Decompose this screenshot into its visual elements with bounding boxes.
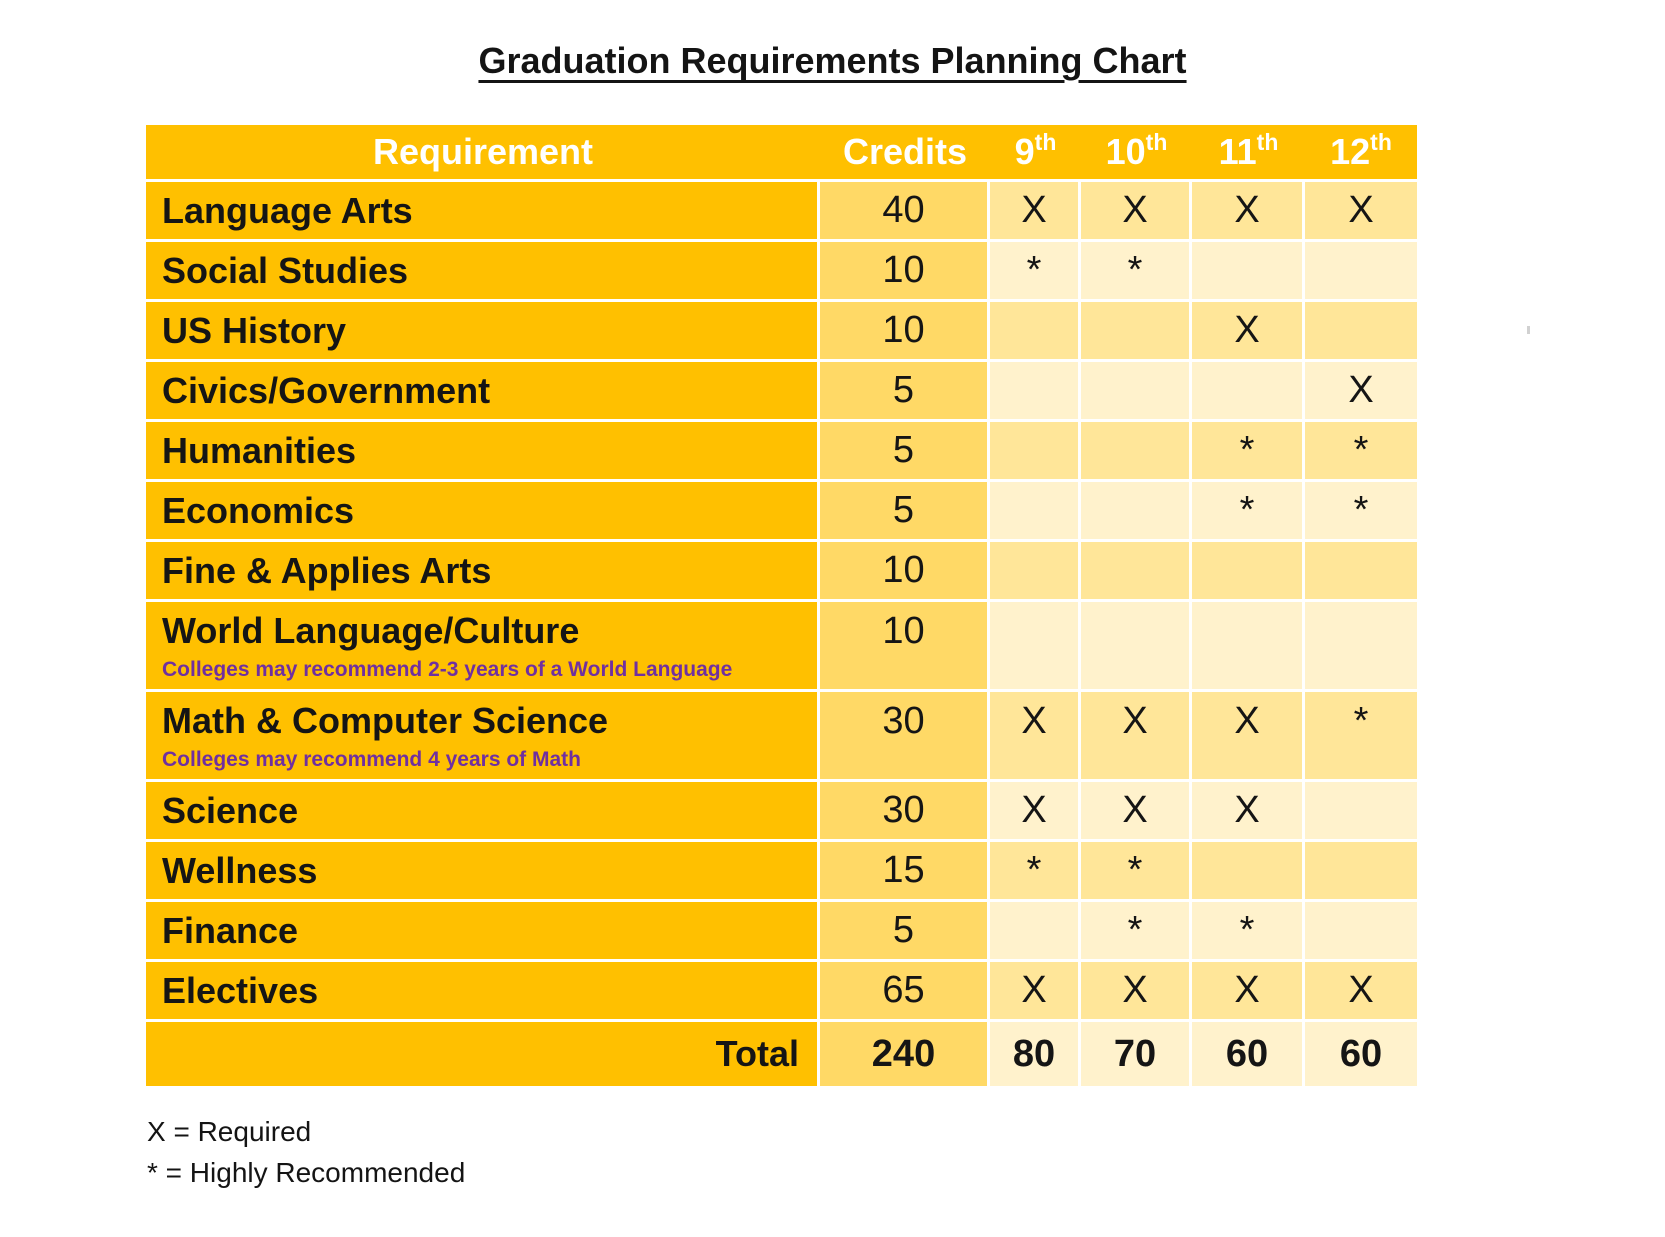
- grade-mark-12th: *: [1305, 692, 1417, 779]
- total-9th-value: 80: [990, 1022, 1081, 1086]
- column-header-12th: [1305, 125, 1417, 179]
- grade-mark-10th: [1081, 542, 1192, 599]
- credits-value: 10: [820, 542, 990, 599]
- grade-mark-9th: [990, 362, 1081, 419]
- table-row: [146, 482, 1417, 542]
- grade-mark-12th: X: [1305, 182, 1417, 239]
- total-12th-value: 60: [1305, 1022, 1417, 1086]
- credits-value: 10: [820, 242, 990, 299]
- grade-mark-12th: X: [1305, 962, 1417, 1019]
- grade-mark-9th: [990, 482, 1081, 539]
- column-header-credits: Credits: [842, 131, 968, 172]
- grade-mark-11th: [1192, 542, 1305, 599]
- grade-mark-10th: *: [1081, 902, 1192, 959]
- grade-mark-12th: *: [1305, 482, 1417, 539]
- table-row: [146, 602, 1417, 692]
- grade-mark-12th: [1305, 242, 1417, 299]
- grade-mark-12th: [1305, 302, 1417, 359]
- grade-mark-9th: X: [990, 782, 1081, 839]
- requirement-cell: [146, 962, 820, 1019]
- grade-mark-10th: [1081, 362, 1192, 419]
- requirement-note: Colleges may recommend 4 years of Math: [162, 748, 581, 772]
- requirement-cell: [146, 302, 820, 359]
- requirement-name: Wellness: [162, 849, 318, 891]
- credits-value: 40: [820, 182, 990, 239]
- requirement-cell: [146, 842, 820, 899]
- legend-recommended: * = Highly Recommended: [147, 1157, 466, 1188]
- column-header-10th: [1081, 125, 1192, 179]
- column-header-requirement: Requirement: [372, 131, 594, 172]
- grade-mark-10th: *: [1081, 242, 1192, 299]
- requirement-cell: [146, 602, 820, 689]
- requirement-name: Finance: [162, 909, 299, 951]
- credits-value: 10: [820, 302, 990, 359]
- grade-mark-9th: X: [990, 962, 1081, 1019]
- grade-mark-12th: [1305, 782, 1417, 839]
- table-row: [146, 692, 1417, 782]
- grade-mark-12th: [1305, 602, 1417, 689]
- grade-9-sup: th: [1034, 128, 1057, 155]
- page-title: Graduation Requirements Planning Chart: [478, 40, 1187, 81]
- grade-mark-9th: *: [990, 242, 1081, 299]
- grade-mark-9th: X: [990, 182, 1081, 239]
- grade-10-label: 10: [1105, 131, 1146, 172]
- requirement-name: Science: [162, 789, 299, 831]
- credits-value: 30: [820, 782, 990, 839]
- grade-mark-11th: X: [1192, 782, 1305, 839]
- grade-mark-10th: *: [1081, 842, 1192, 899]
- requirement-name: Electives: [162, 969, 319, 1011]
- grade-mark-10th: X: [1081, 692, 1192, 779]
- requirement-name: Civics/Government: [162, 369, 491, 411]
- grade-mark-12th: [1305, 542, 1417, 599]
- grade-mark-9th: [990, 302, 1081, 359]
- grade-11-sup: th: [1256, 128, 1279, 155]
- credits-value: 5: [820, 482, 990, 539]
- requirement-name: US History: [162, 309, 347, 351]
- requirement-cell: [146, 782, 820, 839]
- grade-12-label: 12: [1330, 131, 1371, 172]
- table-row: [146, 182, 1417, 242]
- grade-mark-10th: [1081, 422, 1192, 479]
- grade-10-sup: th: [1145, 128, 1168, 155]
- total-10th-value: 70: [1081, 1022, 1192, 1086]
- requirement-name: Social Studies: [162, 249, 409, 291]
- grade-mark-10th: X: [1081, 782, 1192, 839]
- requirement-note: Colleges may recommend 2-3 years of a World Language: [162, 658, 733, 682]
- grade-mark-9th: [990, 902, 1081, 959]
- requirement-cell: [146, 902, 820, 959]
- requirement-name: Humanities: [162, 429, 357, 471]
- total-credits-value: 240: [820, 1022, 990, 1086]
- grade-mark-9th: X: [990, 692, 1081, 779]
- grade-mark-12th: X: [1305, 362, 1417, 419]
- grade-mark-11th: [1192, 242, 1305, 299]
- credits-value: 5: [820, 362, 990, 419]
- requirement-cell: [146, 182, 820, 239]
- grade-mark-11th: X: [1192, 692, 1305, 779]
- grade-mark-10th: X: [1081, 182, 1192, 239]
- requirement-name: World Language/Culture: [162, 610, 580, 651]
- table-row: [146, 782, 1417, 842]
- credits-value: 15: [820, 842, 990, 899]
- requirement-cell: [146, 692, 820, 779]
- grade-12-sup: th: [1370, 128, 1392, 155]
- grade-mark-11th: [1192, 602, 1305, 689]
- credits-value: 10: [820, 602, 990, 689]
- grade-9-label: 9: [1014, 131, 1035, 172]
- table-row: [146, 362, 1417, 422]
- table-total-row: [146, 1022, 1417, 1086]
- legend-required: X = Required: [147, 1116, 312, 1147]
- requirement-name: Language Arts: [162, 189, 413, 231]
- credits-value: 30: [820, 692, 990, 779]
- requirement-name: Math & Computer Science: [162, 700, 609, 741]
- scan-artifact-speck: [1527, 326, 1530, 334]
- grade-mark-12th: *: [1305, 422, 1417, 479]
- column-header-11th: [1192, 125, 1305, 179]
- total-label-cell: [146, 1022, 820, 1086]
- table-row: [146, 422, 1417, 482]
- requirement-cell: [146, 362, 820, 419]
- table-row: [146, 842, 1417, 902]
- credits-value: 5: [820, 902, 990, 959]
- table-row: [146, 902, 1417, 962]
- grade-mark-12th: [1305, 842, 1417, 899]
- requirement-cell: [146, 542, 820, 599]
- total-label: Total: [715, 1033, 799, 1074]
- grade-mark-11th: *: [1192, 482, 1305, 539]
- grade-mark-9th: [990, 602, 1081, 689]
- column-header-9th: [990, 125, 1081, 179]
- table-row: [146, 242, 1417, 302]
- table-header-row: [146, 125, 1417, 182]
- legend: [147, 1118, 465, 1200]
- title-container: [0, 40, 1665, 82]
- requirement-name: Fine & Applies Arts: [162, 549, 492, 591]
- requirement-name: Economics: [162, 489, 355, 531]
- credits-value: 5: [820, 422, 990, 479]
- grade-mark-10th: X: [1081, 962, 1192, 1019]
- table-row: [146, 542, 1417, 602]
- grade-mark-11th: X: [1192, 962, 1305, 1019]
- credits-value: 65: [820, 962, 990, 1019]
- grade-mark-12th: [1305, 902, 1417, 959]
- table-row: [146, 962, 1417, 1022]
- grade-mark-9th: [990, 422, 1081, 479]
- grade-mark-10th: [1081, 602, 1192, 689]
- grade-mark-11th: X: [1192, 182, 1305, 239]
- requirement-cell: [146, 482, 820, 539]
- grade-mark-10th: [1081, 482, 1192, 539]
- grade-mark-11th: [1192, 842, 1305, 899]
- grade-11-label: 11: [1218, 131, 1257, 172]
- grade-mark-11th: *: [1192, 902, 1305, 959]
- grade-mark-10th: [1081, 302, 1192, 359]
- grade-mark-9th: *: [990, 842, 1081, 899]
- total-11th-value: 60: [1192, 1022, 1305, 1086]
- graduation-requirements-table: [146, 125, 1417, 1086]
- grade-mark-11th: X: [1192, 302, 1305, 359]
- table-row: [146, 302, 1417, 362]
- grade-mark-9th: [990, 542, 1081, 599]
- requirement-cell: [146, 422, 820, 479]
- grade-mark-11th: [1192, 362, 1305, 419]
- grade-mark-11th: *: [1192, 422, 1305, 479]
- requirement-cell: [146, 242, 820, 299]
